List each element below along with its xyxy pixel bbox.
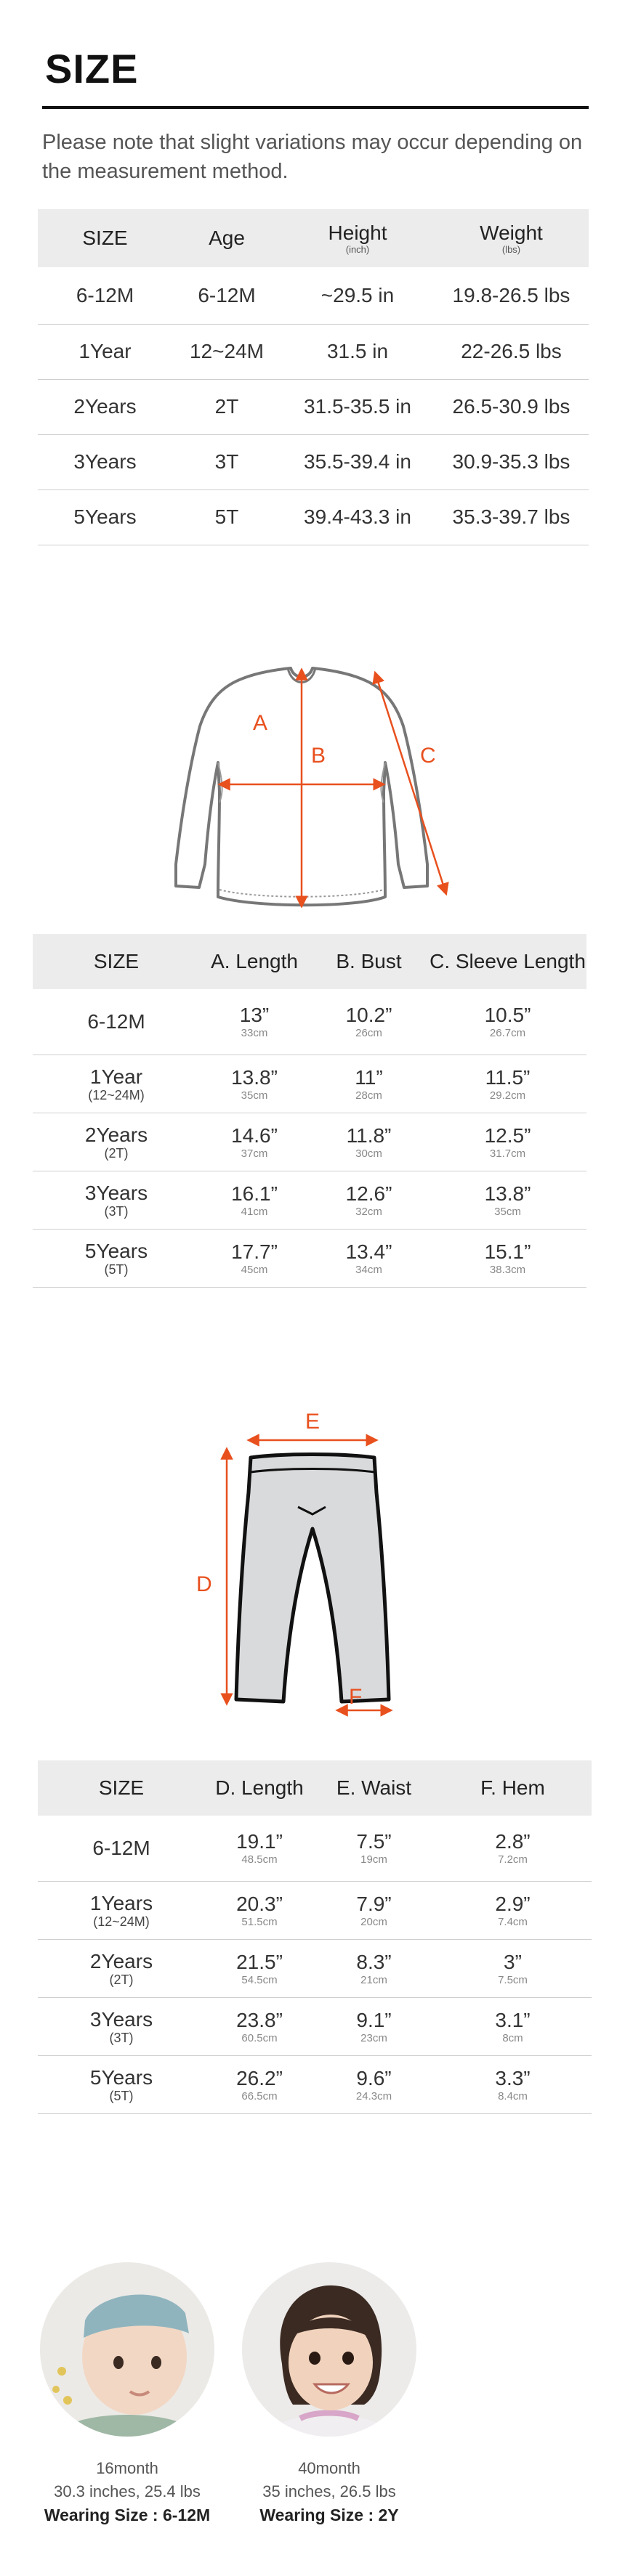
- table-row: [38, 1939, 592, 1997]
- bust-cell: 12.6” 32cm: [309, 1171, 429, 1229]
- table-row: [33, 1229, 586, 1287]
- length-header: A. Length: [200, 934, 309, 989]
- bust-cell: 11” 28cm: [309, 1055, 429, 1113]
- age-cell: 3T: [172, 434, 281, 489]
- table-row: [33, 1055, 586, 1113]
- height-cell: 31.5-35.5 in: [281, 379, 434, 434]
- bust-cell: 10.2” 26cm: [309, 989, 429, 1055]
- sleeve-cell: 15.1” 38.3cm: [429, 1229, 586, 1287]
- label-b: B: [311, 744, 326, 768]
- height-cell: 31.5 in: [281, 324, 434, 379]
- length-cell: 20.3” 51.5cm: [205, 1881, 314, 1939]
- age-cell: 12~24M: [172, 324, 281, 379]
- waist-cell: 7.9” 20cm: [314, 1881, 434, 1939]
- height-header: Height (inch): [281, 209, 434, 267]
- length-cell: 13.8” 35cm: [200, 1055, 309, 1113]
- size-cell: 1Year (12~24M): [33, 1055, 200, 1113]
- length-cell: 26.2” 66.5cm: [205, 2055, 314, 2113]
- table-row: [38, 379, 589, 434]
- top-table-header: [33, 934, 586, 989]
- label-c: C: [420, 744, 436, 768]
- model-measure: 35 inches, 26.5 lbs: [262, 2482, 396, 2500]
- table-row: [33, 1113, 586, 1171]
- hem-cell: 2.8” 7.2cm: [434, 1816, 592, 1881]
- table-row: [38, 1816, 592, 1881]
- weight-cell: 22-26.5 lbs: [434, 324, 589, 379]
- height-cell: ~29.5 in: [281, 267, 434, 324]
- hem-cell: 3” 7.5cm: [434, 1939, 592, 1997]
- size-cell: 6-12M: [38, 267, 172, 324]
- title-divider: [42, 106, 589, 109]
- waist-cell: 8.3” 21cm: [314, 1939, 434, 1997]
- table-row: [33, 989, 586, 1055]
- model-wearing-size: Wearing Size : 2Y: [259, 2506, 399, 2524]
- size-cell: 2Years (2T): [33, 1113, 200, 1171]
- length-header: D. Length: [205, 1760, 314, 1816]
- weight-cell: 30.9-35.3 lbs: [434, 434, 589, 489]
- size-cell: 3Years (3T): [38, 1997, 205, 2055]
- model-photo-toddler: [242, 2262, 416, 2437]
- hem-cell: 3.1” 8cm: [434, 1997, 592, 2055]
- table-row: [38, 434, 589, 489]
- model-age: 16month: [96, 2459, 158, 2477]
- weight-cell: 35.3-39.7 lbs: [434, 489, 589, 545]
- model-wearing-size: Wearing Size : 6-12M: [44, 2506, 211, 2524]
- table-row: [38, 1881, 592, 1939]
- size-cell: 1Year: [38, 324, 172, 379]
- label-f: F: [349, 1685, 363, 1709]
- size-cell: 5Years (5T): [38, 2055, 205, 2113]
- pants-measurement-table: [38, 1760, 592, 2114]
- size-table-header: [38, 209, 589, 267]
- waist-cell: 7.5” 19cm: [314, 1816, 434, 1881]
- size-cell: 5Years: [38, 489, 172, 545]
- size-cell: 2Years: [38, 379, 172, 434]
- hem-header: F. Hem: [434, 1760, 592, 1816]
- length-cell: 21.5” 54.5cm: [205, 1939, 314, 1997]
- page-title: SIZE: [45, 46, 139, 92]
- top-measurement-table: [33, 934, 586, 1288]
- size-cell: 2Years (2T): [38, 1939, 205, 1997]
- age-cell: 6-12M: [172, 267, 281, 324]
- weight-unit: (lbs): [501, 244, 521, 255]
- model-card: [238, 2262, 420, 2527]
- weight-cell: 19.8-26.5 lbs: [434, 267, 589, 324]
- weight-cell: 26.5-30.9 lbs: [434, 379, 589, 434]
- bust-cell: 11.8” 30cm: [309, 1113, 429, 1171]
- label-d: D: [196, 1572, 212, 1596]
- size-cell: 3Years (3T): [33, 1171, 200, 1229]
- size-header: SIZE: [38, 1760, 205, 1816]
- size-header: SIZE: [33, 934, 200, 989]
- table-row: [38, 489, 589, 545]
- table-row: [38, 267, 589, 324]
- waist-header: E. Waist: [314, 1760, 434, 1816]
- length-cell: 23.8” 60.5cm: [205, 1997, 314, 2055]
- age-header: Age: [172, 209, 281, 267]
- hem-cell: 2.9” 7.4cm: [434, 1881, 592, 1939]
- height-cell: 35.5-39.4 in: [281, 434, 434, 489]
- size-cell: 3Years: [38, 434, 172, 489]
- size-cell: 6-12M: [33, 989, 200, 1055]
- age-cell: 2T: [172, 379, 281, 434]
- length-cell: 19.1” 48.5cm: [205, 1816, 314, 1881]
- size-cell: 1Years (12~24M): [38, 1881, 205, 1939]
- age-cell: 5T: [172, 489, 281, 545]
- height-cell: 39.4-43.3 in: [281, 489, 434, 545]
- model-card: [36, 2262, 218, 2527]
- size-header: SIZE: [38, 209, 172, 267]
- model-photo-baby: [40, 2262, 214, 2437]
- pants-diagram: [196, 1405, 414, 1718]
- label-a: A: [253, 711, 268, 735]
- pants-icon: [236, 1455, 389, 1702]
- table-row: [38, 324, 589, 379]
- sleeve-header: C. Sleeve Length: [429, 934, 586, 989]
- size-cell: 5Years (5T): [33, 1229, 200, 1287]
- bust-header: B. Bust: [309, 934, 429, 989]
- sleeve-cell: 13.8” 35cm: [429, 1171, 586, 1229]
- height-unit: (inch): [345, 244, 370, 255]
- top-garment-diagram: [167, 646, 472, 915]
- sleeve-cell: 10.5” 26.7cm: [429, 989, 586, 1055]
- sleeve-cell: 11.5” 29.2cm: [429, 1055, 586, 1113]
- length-cell: 17.7” 45cm: [200, 1229, 309, 1287]
- size-table: [38, 209, 589, 545]
- length-cell: 16.1” 41cm: [200, 1171, 309, 1229]
- waist-cell: 9.1” 23cm: [314, 1997, 434, 2055]
- pants-table-header: [38, 1760, 592, 1816]
- sleeve-cell: 12.5” 31.7cm: [429, 1113, 586, 1171]
- waist-cell: 9.6” 24.3cm: [314, 2055, 434, 2113]
- table-row: [38, 2055, 592, 2113]
- table-row: [33, 1171, 586, 1229]
- table-row: [38, 1997, 592, 2055]
- measurement-note: Please note that slight variations may occur depending on the measurement method.: [42, 131, 583, 183]
- length-cell: 14.6” 37cm: [200, 1113, 309, 1171]
- model-age: 40month: [298, 2459, 360, 2477]
- weight-header: Weight (lbs): [434, 209, 589, 267]
- model-measure: 30.3 inches, 25.4 lbs: [54, 2482, 201, 2500]
- hem-cell: 3.3” 8.4cm: [434, 2055, 592, 2113]
- bust-cell: 13.4” 34cm: [309, 1229, 429, 1287]
- size-cell: 6-12M: [38, 1816, 205, 1881]
- label-e: E: [305, 1410, 320, 1434]
- length-cell: 13” 33cm: [200, 989, 309, 1055]
